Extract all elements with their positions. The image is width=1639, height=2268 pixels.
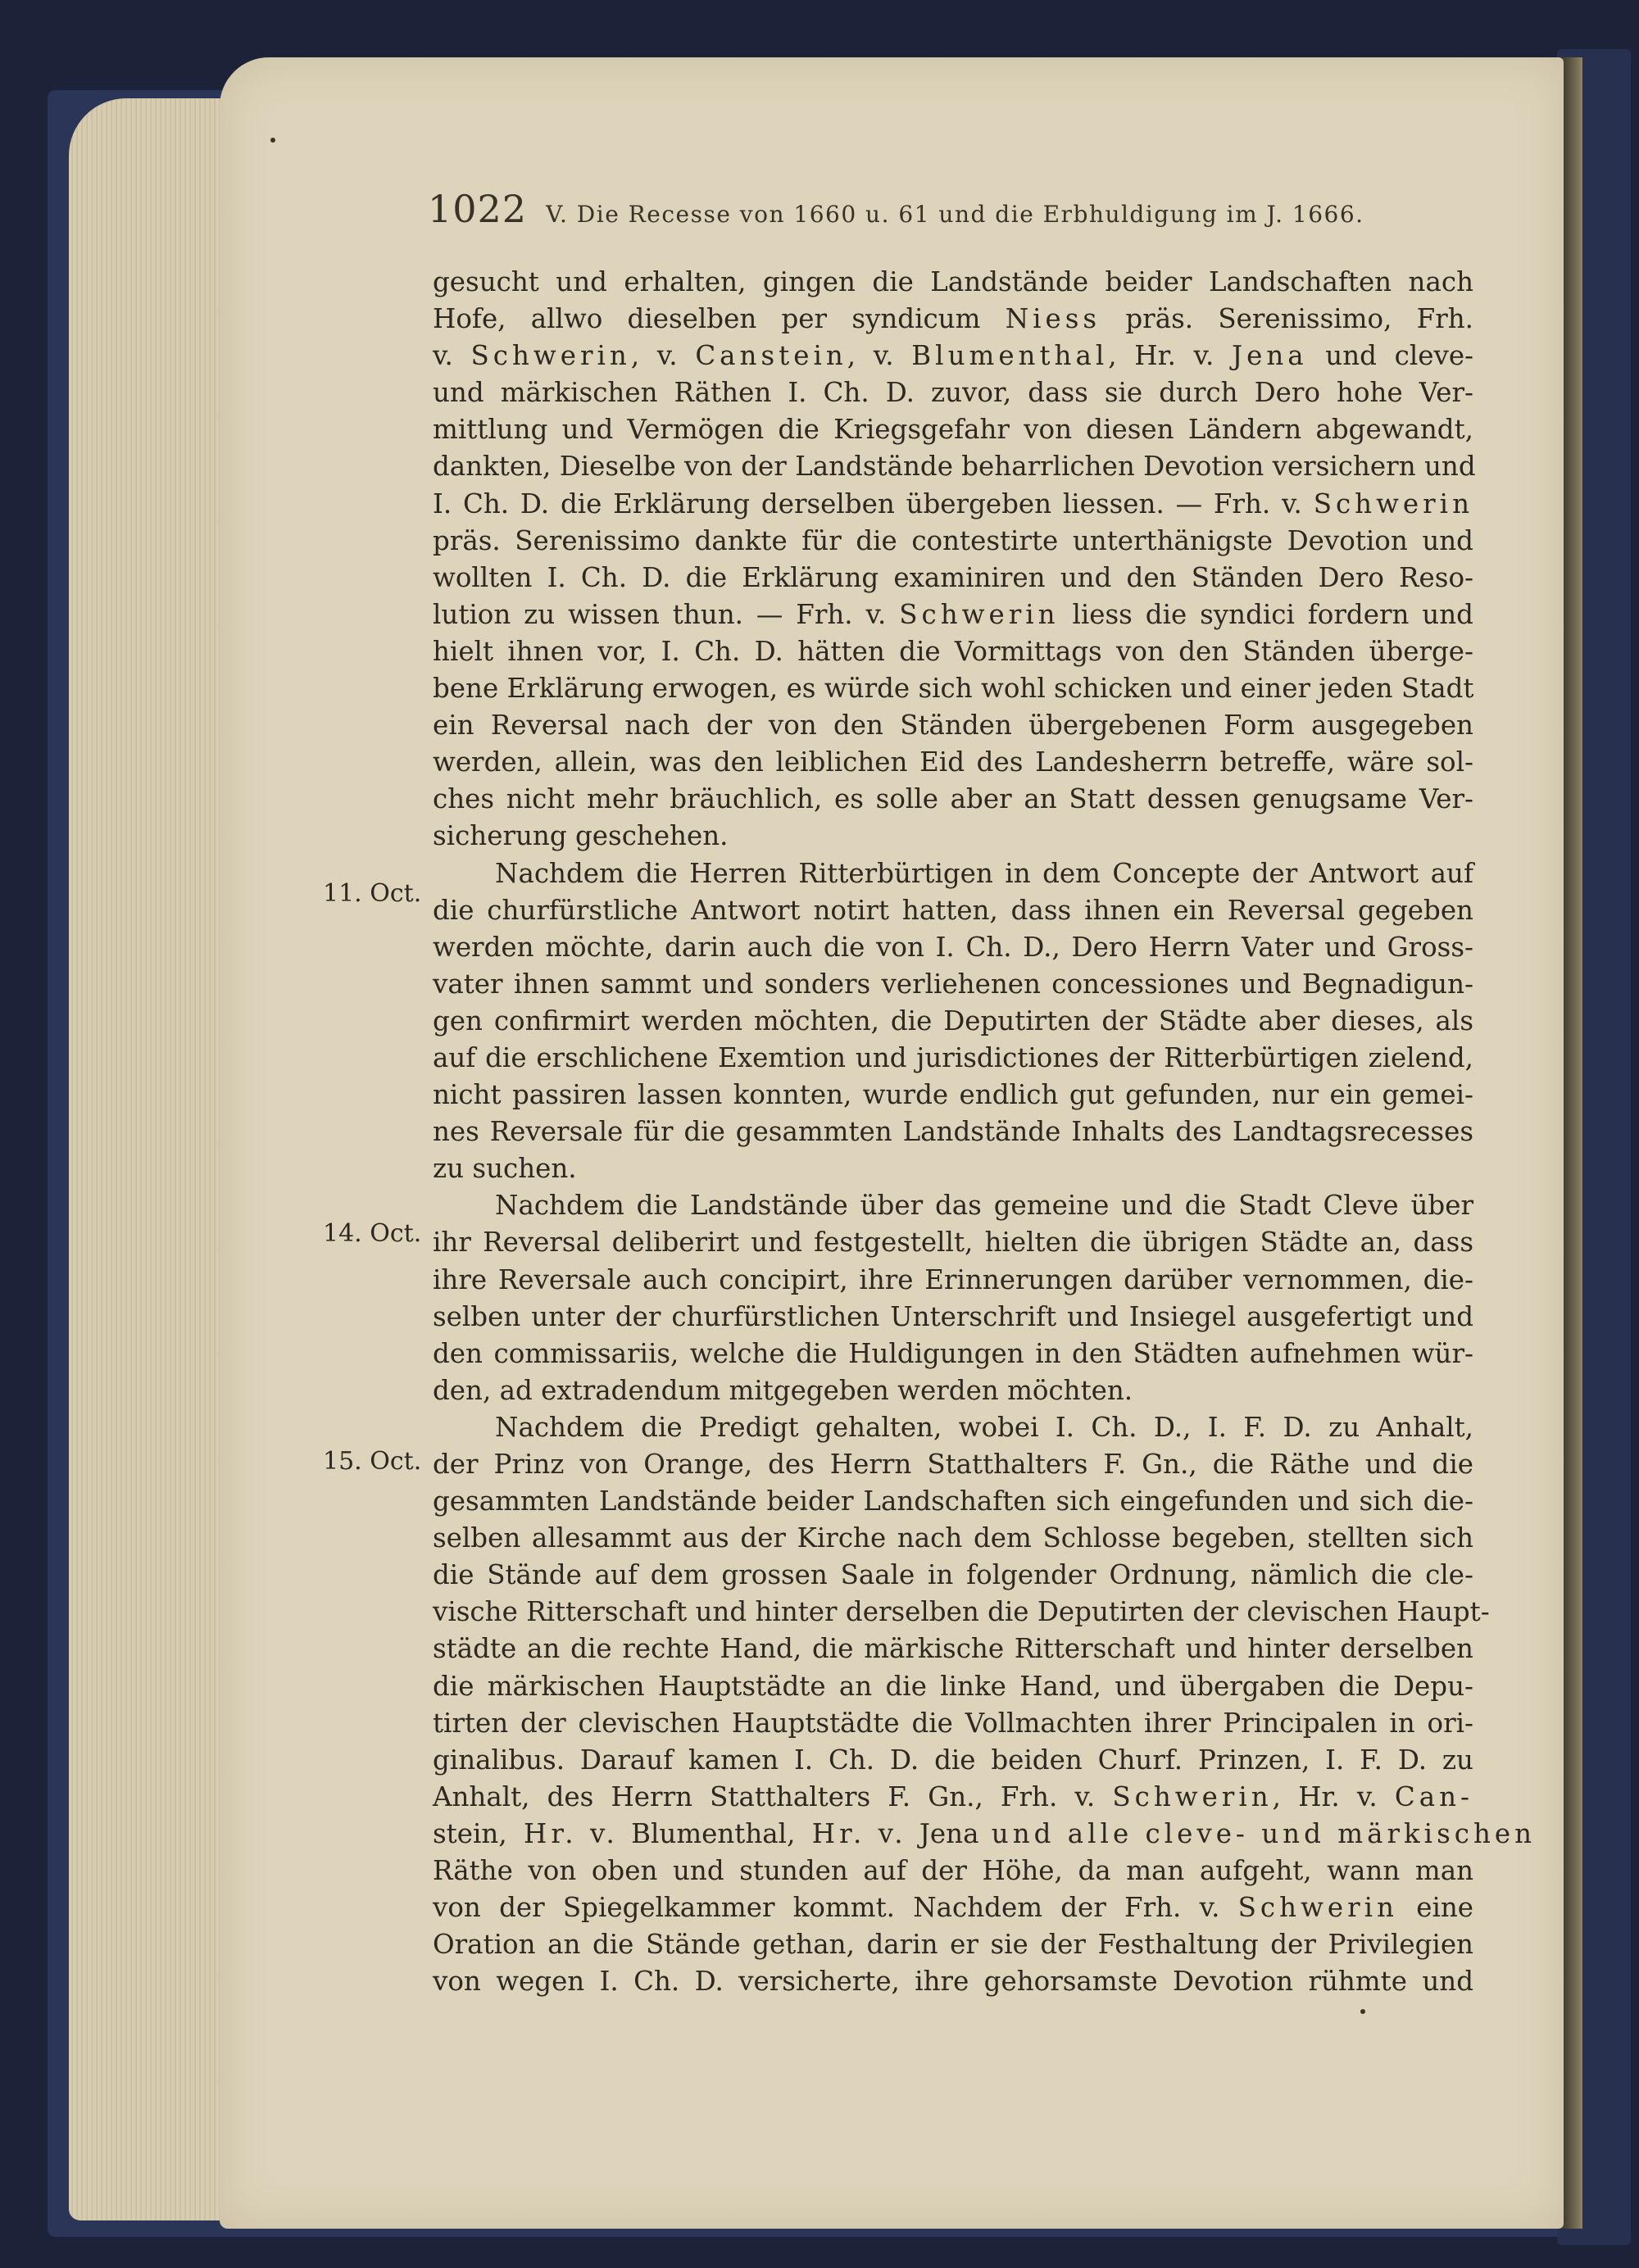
text-segment: die Stände auf dem grossen Saale in folgender Ordnung, nämlich die cle- [433,1559,1473,1591]
spaced-name: , Hr. v. [787,1817,919,1849]
text-segment: I. Ch. D. die Erklärung derselben übergeben liessen. — Frh. v. [433,488,1314,519]
text-segment: präs. Serenissimo dankte für die contestirte unterthänigste Devotion und [433,524,1473,556]
text-segment: gesucht und erhalten, gingen die Landstände beider Landschaften nach [433,266,1473,297]
spaced-name: Jena [1232,340,1308,372]
text-segment: stein [433,1817,499,1849]
text-segment: wollten I. Ch. D. die Erklärung examiniren und den Ständen Dero Reso- [433,561,1473,593]
page-speck [270,138,275,143]
text-segment: Nachdem die Predigt gehalten, wobei I. Ch. D., I. F. D. zu Anhalt, [495,1411,1473,1443]
spaced-name: Schwerin [1112,1780,1273,1812]
text-line [433,1372,1473,1409]
text-line [433,1520,1473,1557]
text-line [433,1483,1473,1520]
spaced-name: Niess [1005,303,1101,335]
text-line [433,1779,1473,1816]
text-line [433,560,1473,596]
text-segment: Anhalt, des Herrn Statthalters F. Gn., Frh. v. [433,1780,1113,1812]
text-line [433,670,1473,707]
text-segment: bene Erklärung erwogen, es würde sich wohl schicken und einer jeden Stadt [433,673,1474,705]
text-segment: Nachdem die Landstände über das gemeine und die Stadt Cleve über [495,1190,1473,1222]
margin-date-15-oct: 15. Oct. [323,1447,422,1476]
facing-page-edge [1561,57,1582,2229]
running-title: V. Die Recesse von 1660 u. 61 und die Erbhuldigung im J. 1666. [546,201,1364,228]
text-line [433,1705,1473,1742]
text-segment: hielt ihnen vor, I. Ch. D. hätten die Vormittags von den Ständen überge- [433,635,1473,667]
text-line [433,818,1473,855]
text-segment: ein Reversal nach der von den Ständen übergebenen Form ausgegeben [433,710,1473,742]
text-segment: lution zu wissen thun. — Frh. v. [433,598,900,630]
text-segment: , Hr. v. [1272,1780,1395,1812]
text-line [433,855,1473,892]
text-line [433,966,1473,1003]
spaced-name: und alle cleve- und märkischen [978,1817,1537,1849]
text-segment: nes Reversale für die gesammten Landstände Inhalts des Landtagsrecesses [433,1116,1473,1148]
margin-date-11-oct: 11. Oct. [323,879,422,908]
text-line [433,523,1473,560]
text-line [433,1742,1473,1779]
text-line [433,1262,1473,1299]
page-number: 1022 [428,187,528,231]
text-segment: und cleve- [1307,340,1474,372]
text-line [433,411,1473,448]
text-segment: , Hr. v. [1108,340,1233,372]
text-segment: selben allesammt aus der Kirche nach dem Schlosse begeben, stellten sich [433,1522,1473,1554]
text-line [433,744,1473,781]
text-segment: tirten der clevischen Hauptstädte die Vollmachten ihrer Principalen in ori- [433,1707,1473,1739]
spaced-name: Canstein [695,340,847,372]
spaced-name: Schwerin [470,340,631,372]
spaced-name: Blumenthal [911,340,1109,372]
text-segment: sicherung geschehen. [433,820,729,852]
text-segment: vische Ritterschaft und hinter derselben die Deputirten der clevischen Haupt- [433,1596,1490,1628]
text-line [433,707,1473,744]
text-line [433,301,1473,338]
text-segment: der Prinz von Orange, des Herrn Statthalters F. Gn., die Räthe und die [433,1449,1473,1480]
text-line [433,1446,1473,1483]
text-segment: vater ihnen sammt und sonders verliehenen concessiones und Begnadigun- [433,968,1473,1000]
text-segment: Blumenthal [631,1817,788,1849]
text-segment: städte an die rechte Hand, die märkische Ritterschaft und hinter derselben [433,1633,1473,1665]
text-segment: liess die syndici fordern und [1059,598,1473,630]
text-line [433,1926,1473,1963]
text-segment: von wegen I. Ch. D. versicherte, ihre gehorsamste Devotion rühmte und [433,1966,1473,1998]
page-stack-edge [69,98,241,2220]
spaced-name: , Hr. v. [498,1817,632,1849]
text-segment: ihr Reversal deliberirt und festgestellt, hielten die übrigen Städte an, dass [433,1227,1473,1259]
body-text [433,264,1537,2000]
text-segment: nicht passiren lassen konnten, wurde endlich gut gefunden, nur ein gemei- [433,1079,1473,1111]
text-line [433,1150,1473,1187]
text-segment: ihre Reversale auch concipirt, ihre Erinnerungen darüber vernommen, die- [433,1263,1473,1295]
text-segment: Jena [919,1817,979,1849]
spaced-name: Can- [1394,1780,1473,1812]
spaced-name: Schwerin [1313,488,1473,519]
text-line [433,1224,1473,1261]
margin-date-14-oct: 14. Oct. [323,1219,422,1248]
text-segment: gen confirmirt werden möchten, die Deputirten der Städte aber dieses, als [433,1005,1473,1036]
text-line [433,1594,1490,1631]
text-segment: ches nicht mehr bräuchlich, es solle aber an Statt dessen genugsame Ver- [433,783,1473,815]
text-line [433,1963,1473,2000]
text-line [433,1409,1473,1446]
text-segment: , v. [847,340,912,372]
text-segment: Hofe, allwo dieselben per syndicum [433,303,1006,335]
text-line [433,338,1473,374]
text-line [433,1557,1473,1594]
text-line [433,1336,1473,1372]
text-segment: zu suchen. [433,1153,577,1185]
text-line [433,486,1473,523]
text-line [433,892,1473,929]
text-segment: die churfürstliche Antwort notirt hatten, dass ihnen ein Reversal gegeben [433,894,1473,926]
text-segment: den, ad extradendum mitgegeben werden möchten. [433,1374,1133,1406]
text-line [433,448,1476,485]
page-speck [1360,2009,1365,2014]
text-segment: v. [433,340,471,372]
text-line [433,1631,1473,1667]
text-segment: mittlung und Vermögen die Kriegsgefahr von diesen Ländern abgewandt, [433,414,1473,446]
text-segment: Oration an die Stände gethan, darin er sie der Festhaltung der Privilegien [433,1929,1473,1961]
spaced-name: Schwerin [899,598,1060,630]
text-line [433,1003,1473,1040]
text-line [433,1114,1473,1150]
text-segment: dankten, Dieselbe von der Landstände beharrlichen Devotion versichern und [433,451,1476,483]
text-segment: eine [1397,1892,1474,1924]
text-segment: Nachdem die Herren Ritterbürtigen in dem Concepte der Antwort auf [495,857,1473,889]
text-segment: werden, allein, was den leiblichen Eid des Landesherrn betreffe, wäre sol- [433,746,1473,778]
text-line [433,1816,1537,1853]
text-line [433,264,1473,301]
text-line [433,374,1473,411]
text-segment: gesammten Landstände beider Landschaften sich eingefunden und sich die- [433,1486,1473,1517]
text-line [433,781,1473,818]
text-line [433,1077,1473,1114]
text-line [433,596,1473,633]
text-segment: Räthe von oben und stunden auf der Höhe, da man aufgeht, wann man [433,1855,1473,1887]
text-line [433,633,1473,670]
text-line [433,1668,1473,1705]
text-line [433,1853,1473,1889]
text-segment: werden möchte, darin auch die von I. Ch. D., Dero Herrn Vater und Gross- [433,931,1473,963]
text-line [433,929,1473,966]
spaced-name: Schwerin [1237,1892,1398,1924]
text-segment: die märkischen Hauptstädte an die linke Hand, und übergaben die Depu- [433,1670,1473,1702]
text-segment: den commissariis, welche die Huldigungen in den Städten aufnehmen wür- [433,1337,1473,1369]
text-line [433,1889,1473,1926]
text-line [433,1187,1473,1224]
text-segment: auf die erschlichene Exemtion und jurisdictiones der Ritterbürtigen zielend, [433,1041,1473,1073]
text-segment: und märkischen Räthen I. Ch. D. zuvor, dass sie durch Dero hohe Ver- [433,377,1473,409]
running-head [428,187,1485,244]
text-segment: ginalibus. Darauf kamen I. Ch. D. die beiden Churf. Prinzen, I. F. D. zu [433,1744,1473,1776]
text-line [433,1040,1473,1077]
text-segment: von der Spiegelkammer kommt. Nachdem der Frh. v. [433,1892,1238,1924]
text-segment: , v. [630,340,696,372]
text-segment: präs. Serenissimo, Frh. [1101,303,1473,335]
text-segment: selben unter der churfürstlichen Unterschrift und Insiegel ausgefertigt und [433,1300,1473,1332]
text-line [433,1299,1473,1336]
